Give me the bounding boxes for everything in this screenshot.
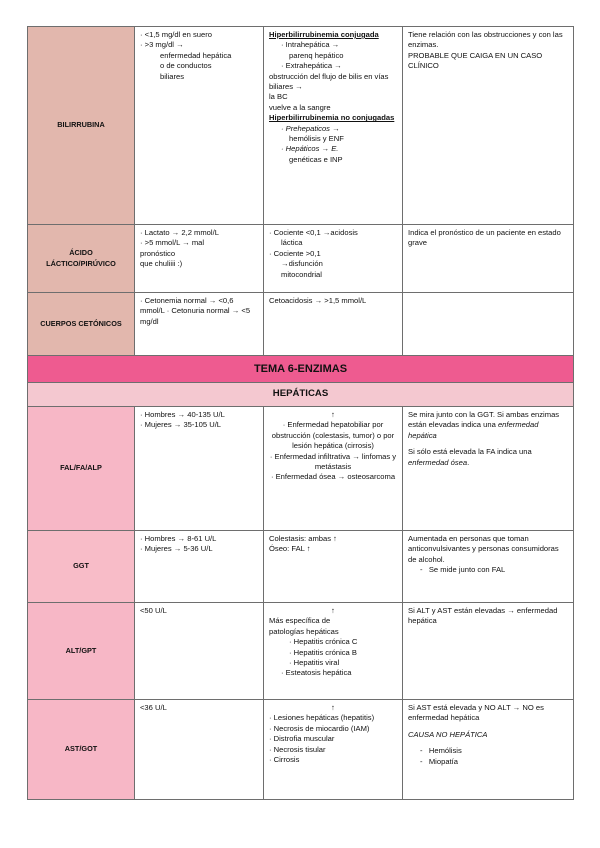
up-arrow-icon: ↑: [331, 606, 335, 615]
interp-line: · Enfermedad infiltrativa → linfomas y metástasis: [269, 451, 397, 472]
value-line: · Lactato → 2,2 mmol/L: [140, 228, 219, 237]
note-line: Si ALT y AST están elevadas → enfermedad hepática: [408, 606, 558, 626]
interp-line: · Hepáticos → E.: [281, 144, 339, 154]
interp-line: · Hepatitis crónica C: [289, 637, 358, 647]
notes-bilirrubina: [403, 27, 574, 225]
notes-lactico: [403, 225, 574, 293]
value-line: · Hombres → 8-61 U/L: [140, 534, 217, 543]
note-line: Aumentada en personas que toman anticonvulsivantes y personas consumidoras de alcohol.: [408, 534, 559, 564]
interp-line: láctica: [281, 238, 303, 248]
interp-line: Óseo: FAL ↑: [269, 544, 311, 554]
note-text: .: [467, 457, 470, 467]
reference-values-alt: [135, 603, 264, 700]
interp-line: patologías hepáticas: [269, 626, 339, 636]
table-row-lactico: [28, 225, 574, 293]
value-line: <36 U/L: [140, 703, 167, 712]
note-bullet: - Se mide junto con FAL: [420, 565, 506, 575]
interp-line: · Necrosis de miocardio (IAM): [269, 723, 370, 733]
interp-line: mitocondrial: [281, 269, 322, 279]
interp-line: obstrucción del flujo de bilis en vías biliares →: [269, 71, 389, 92]
subsection-title: HEPÁTICAS: [28, 383, 574, 407]
note-text: Se mide junto con FAL: [428, 565, 506, 575]
table-row-alt: [28, 603, 574, 700]
interpretation-cetonicos: [264, 293, 403, 356]
note-bullet: - Miopatía: [420, 756, 458, 766]
row-label-fal: FAL/FA/ALP: [28, 407, 135, 531]
cause-title: CAUSA NO HEPÁTICA: [408, 729, 488, 739]
value-line: · Cetonemia normal → <0,6 mmol/L · Cetonuria normal → <5 mg/dl: [140, 296, 251, 326]
value-line: · <1,5 mg/dl en suero: [140, 30, 212, 39]
reference-values-lactico: [135, 225, 264, 293]
interp-line: · Esteatosis hepática: [281, 668, 352, 678]
label-line: LÁCTICO/PIRÚVICO: [46, 258, 116, 268]
interp-line: · Enfermedad hepatobiliar por obstrucción (colestasis, tumor) o por lesión hepática (cirrosis): [271, 420, 395, 451]
interpretation-alt: [264, 603, 403, 700]
unconjugated-title: Hiperbilirrubinemia no conjugadas: [269, 113, 395, 123]
note-bullet: - Hemólisis: [420, 746, 462, 756]
row-label-bilirrubina: BILIRRUBINA: [28, 27, 135, 225]
up-arrow-icon: ↑: [331, 703, 335, 712]
reference-values-bilirrubina: [135, 27, 264, 225]
section-title: TEMA 6-ENZIMAS: [28, 356, 574, 383]
interp-line: · Extrahepática →: [281, 61, 342, 71]
value-line: o de conductos: [160, 61, 212, 71]
value-line: que chuliiii :): [140, 259, 183, 269]
note-text: Hemólisis: [428, 746, 462, 756]
conjugated-title: Hiperbilirrubinemia conjugada: [269, 30, 379, 39]
note-line: Si AST está elevada y NO ALT → NO es enfermedad hepática: [408, 703, 544, 723]
note-line: [408, 447, 568, 468]
note-line: Indica el pronóstico de un paciente en estado grave: [408, 228, 561, 248]
reference-values-fal: [135, 407, 264, 531]
reference-values-ast: [135, 700, 264, 800]
table-row-ast: [28, 700, 574, 800]
interp-line: Colestasis: ambas ↑: [269, 534, 337, 543]
row-label-lactico: [28, 225, 135, 293]
note-emphasis: enfermedad hepática: [408, 420, 539, 440]
value-line: <50 U/L: [140, 606, 167, 615]
interp-line: · Cociente >0,1: [269, 248, 321, 258]
interpretation-lactico: [264, 225, 403, 293]
row-label-ast: AST/GOT: [28, 700, 135, 800]
note-emphasis: enfermedad ósea: [408, 457, 468, 467]
row-label-cetonicos: CUERPOS CETÓNICOS: [28, 293, 135, 356]
section-header-row: [28, 356, 574, 383]
value-line: enfermedad hepática: [160, 50, 232, 60]
interpretation-ggt: [264, 531, 403, 603]
interp-line: · Prehepaticos →: [281, 123, 340, 133]
note-text: Miopatía: [428, 756, 458, 766]
row-label-alt: ALT/GPT: [28, 603, 135, 700]
note-text: Si sólo está elevada la FA indica una: [408, 447, 532, 457]
interp-line: la BC: [269, 92, 288, 102]
value-line: · >5 mmol/L → mal: [140, 238, 205, 248]
note-text: Se mira junto con la GGT. Si ambas enzimas están elevadas indica una: [408, 410, 560, 430]
interp-line: · Cociente <0,1 →acidosis: [269, 228, 358, 237]
note-line: PROBABLE QUE CAIGA EN UN CASO CLÍNICO: [408, 50, 543, 71]
interp-line: parenq hepático: [289, 50, 344, 60]
interpretation-fal: [264, 407, 403, 531]
lab-values-table: [27, 26, 574, 800]
interp-line: hemólisis y ENF: [289, 134, 344, 144]
interp-line: · Necrosis tisular: [269, 744, 326, 754]
notes-alt: [403, 603, 574, 700]
table-row-ggt: [28, 531, 574, 603]
interp-line: · Intrahepática →: [281, 40, 340, 50]
value-line: · >3 mg/dl →: [140, 40, 184, 50]
row-label-ggt: GGT: [28, 531, 135, 603]
interp-line: · Cirrosis: [269, 755, 300, 765]
notes-ast: [403, 700, 574, 800]
up-arrow-icon: ↑: [331, 410, 335, 419]
interp-line: · Hepatitis viral: [289, 658, 340, 668]
interp-line: vuelve a la sangre: [269, 102, 331, 112]
notes-cetonicos: [403, 293, 574, 356]
value-line: · Hombres → 40-135 U/L: [140, 410, 225, 419]
reference-values-ggt: [135, 531, 264, 603]
note-line: Tiene relación con las obstrucciones y con las enzimas.: [408, 30, 563, 50]
label-line: ÁCIDO: [69, 248, 93, 258]
table-row-fal: [28, 407, 574, 531]
subsection-header-row: [28, 383, 574, 407]
interpretation-bilirrubina: [264, 27, 403, 225]
interpretation-ast: [264, 700, 403, 800]
value-line: biliares: [160, 71, 185, 81]
table-row-bilirrubina: [28, 27, 574, 225]
value-line: · Mujeres → 35-105 U/L: [140, 420, 222, 430]
interp-line: →disfunción: [281, 259, 323, 269]
interp-line: · Distrofia muscular: [269, 734, 335, 744]
interp-line: · Lesiones hepáticas (hepatitis): [269, 713, 375, 723]
value-line: · Mujeres → 5-36 U/L: [140, 544, 213, 554]
note-line: [408, 410, 568, 441]
interp-line: · Hepatitis crónica B: [289, 647, 357, 657]
value-line: pronóstico: [140, 248, 176, 258]
interp-line: Más específica de: [269, 616, 331, 626]
table-row-cetonicos: [28, 293, 574, 356]
reference-values-cetonicos: [135, 293, 264, 356]
interp-line: · Enfermedad ósea → osteosarcoma: [270, 472, 396, 482]
notes-ggt: [403, 531, 574, 603]
interp-line: genéticas e INP: [289, 154, 343, 164]
notes-fal: [403, 407, 574, 531]
interp-line: Cetoacidosis → >1,5 mmol/L: [269, 296, 367, 305]
